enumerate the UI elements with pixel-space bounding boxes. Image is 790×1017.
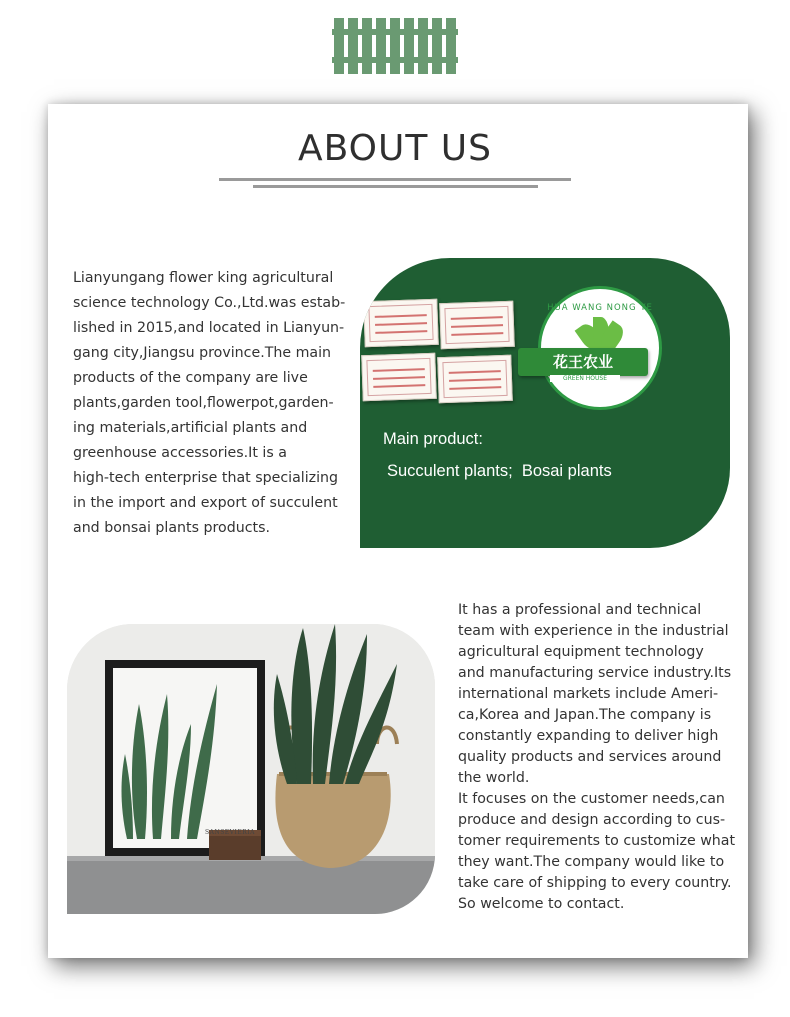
details-line: they want.The company would like to	[458, 854, 725, 870]
intro-line: plants,garden tool,flowerpot,garden-	[73, 395, 334, 411]
intro-line: products of the company are live	[73, 370, 308, 386]
main-product-panel	[360, 258, 730, 548]
intro-line: science technology Co.,Ltd.was estab-	[73, 295, 346, 311]
intro-line: ing materials,artificial plants and	[73, 420, 308, 436]
logo-banner: 花王农业	[518, 348, 648, 376]
details-line: So welcome to contact.	[458, 896, 625, 912]
logo-subtitle: GREEN HOUSE	[550, 375, 620, 382]
intro-line: in the import and export of succulent	[73, 495, 338, 511]
details-line: team with experience in the industrial	[458, 623, 729, 639]
certificate-plaque	[439, 301, 515, 350]
intro-line: greenhouse accessories.It is a	[73, 445, 287, 461]
details-line: international markets include Ameri-	[458, 686, 719, 702]
poster-caption: SANSEVIERIA	[205, 829, 255, 836]
details-line: and manufacturing service industry.Its	[458, 665, 732, 681]
details-line: the world.	[458, 770, 530, 786]
logo-arc-text: HUA WANG NONG YE	[547, 303, 653, 313]
page-title: ABOUT US	[297, 128, 492, 169]
intro-line: gang city,Jiangsu province.The main	[73, 345, 332, 361]
plant-photo	[67, 624, 435, 914]
details-line: constantly expanding to deliver high	[458, 728, 719, 744]
certificate-plaque	[361, 353, 437, 402]
main-product-list: Succulent plants; Bosai plants	[387, 462, 612, 480]
fence-icon	[332, 18, 458, 74]
intro-line: and bonsai plants products.	[73, 520, 270, 536]
plant-scene	[67, 624, 435, 914]
details-paragraph	[458, 600, 743, 915]
intro-line: lished in 2015,and located in Lianyun-	[73, 320, 345, 336]
details-line: quality products and services around	[458, 749, 722, 765]
intro-line: high-tech enterprise that specializing	[73, 470, 339, 486]
details-line: It has a professional and technical	[458, 602, 702, 618]
title-underline-short	[253, 185, 538, 188]
details-line: agricultural equipment technology	[458, 644, 704, 660]
details-line: take care of shipping to every country.	[458, 875, 732, 891]
intro-line: Lianyungang flower king agricultural	[73, 270, 334, 286]
certificate-plaque	[363, 299, 439, 348]
intro-paragraph	[73, 266, 348, 541]
details-line: tomer requirements to customize what	[458, 833, 736, 849]
main-product-label: Main product:	[383, 430, 483, 448]
title-underline	[219, 178, 571, 181]
details-line: ca,Korea and Japan.The company is	[458, 707, 712, 723]
details-line: It focuses on the customer needs,can	[458, 791, 725, 807]
details-line: produce and design according to cus-	[458, 812, 726, 828]
certificate-plaque	[437, 355, 513, 404]
